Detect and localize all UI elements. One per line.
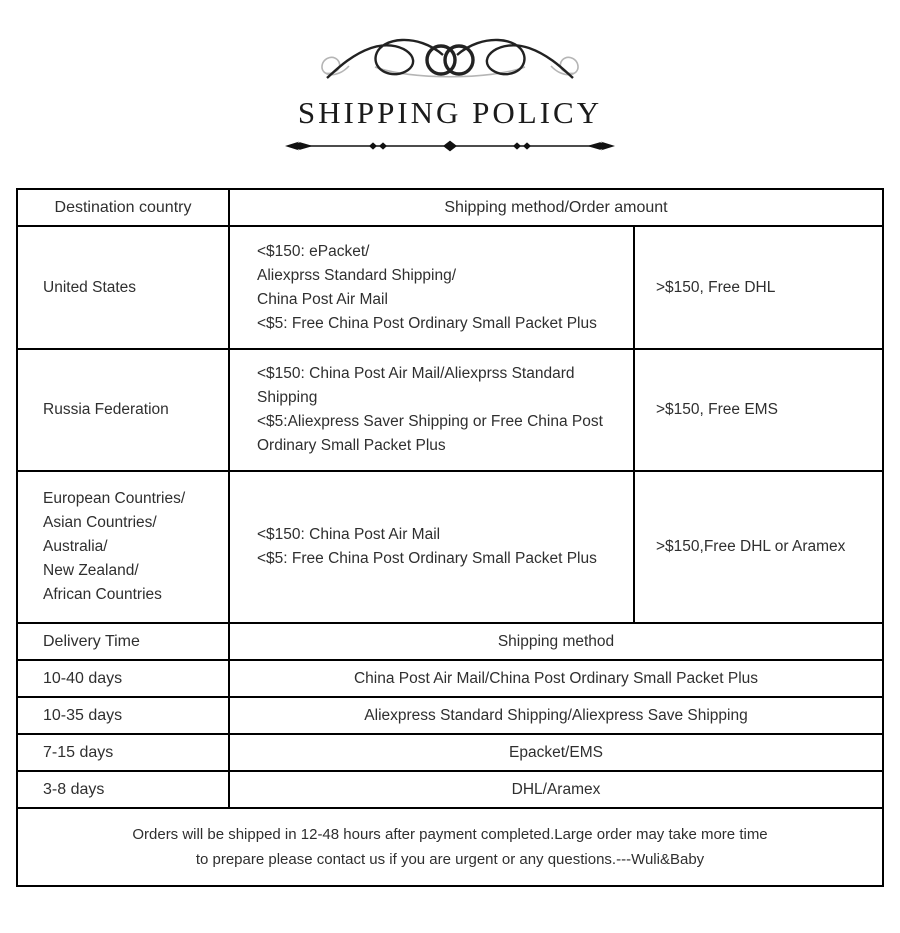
shipping-method-header: Shipping method — [229, 623, 883, 660]
amount-cell — [634, 471, 883, 623]
shipping-policy-table — [16, 188, 884, 887]
footer-note-line: Orders will be shipped in 12-48 hours after payment completed.Large order may take more time — [132, 826, 768, 843]
country-cell — [17, 226, 229, 349]
country-line: New Zealand/ — [43, 562, 139, 579]
delivery-time-cell: 10-40 days — [17, 660, 229, 697]
country-cell — [17, 471, 229, 623]
amount-cell — [634, 226, 883, 349]
amount-text: >$150, Free DHL — [656, 278, 776, 296]
table-row-european-and-other-countries — [17, 471, 883, 623]
table-row-united-states — [17, 226, 883, 349]
page-title: SHIPPING POLICY — [297, 95, 603, 130]
country-line: European Countries/ — [43, 490, 186, 507]
arrow-diamond-divider-icon — [285, 139, 615, 153]
method-line: <$5: Free China Post Ordinary Small Packet Plus — [257, 314, 597, 332]
destination-country-header: Destination country — [17, 189, 229, 226]
method-cell — [229, 471, 634, 623]
delivery-method-cell: Aliexpress Standard Shipping/Aliexpress Save Shipping — [229, 697, 883, 734]
method-line: Shipping — [257, 389, 318, 406]
calligraphic-flourish-icon — [315, 33, 585, 91]
delivery-time-cell: 7-15 days — [17, 734, 229, 771]
delivery-time-header: Delivery Time — [17, 623, 229, 660]
delivery-row — [17, 771, 883, 808]
method-line: China Post Air Mail — [257, 290, 388, 308]
page-header — [0, 0, 900, 153]
delivery-method-cell: DHL/Aramex — [229, 771, 883, 808]
table-header-row — [17, 189, 883, 226]
method-line: <$150: China Post Air Mail — [257, 526, 441, 543]
country-line: Australia/ — [43, 538, 108, 555]
method-cell — [229, 349, 634, 471]
method-line: <$150: China Post Air Mail/Aliexprss Standard — [257, 365, 575, 382]
shipping-method-order-amount-header: Shipping method/Order amount — [229, 189, 883, 226]
country-line: African Countries — [43, 586, 162, 603]
country-line: Asian Countries/ — [43, 514, 157, 531]
amount-text: >$150,Free DHL or Aramex — [656, 538, 846, 555]
country-line: United States — [43, 278, 137, 296]
method-line: Ordinary Small Packet Plus — [257, 437, 446, 454]
delivery-time-cell: 3-8 days — [17, 771, 229, 808]
delivery-row — [17, 660, 883, 697]
footer-note-cell — [17, 808, 883, 886]
footer-note-line: to prepare please contact us if you are urgent or any questions.---Wuli&Baby — [195, 851, 705, 868]
delivery-method-cell: China Post Air Mail/China Post Ordinary Small Packet Plus — [229, 660, 883, 697]
method-line: <$5:Aliexpress Saver Shipping or Free China Post — [257, 413, 603, 430]
table-row-russia-federation — [17, 349, 883, 471]
method-line: Aliexprss Standard Shipping/ — [257, 266, 457, 284]
method-line: <$5: Free China Post Ordinary Small Packet Plus — [257, 550, 597, 567]
delivery-header-row — [17, 623, 883, 660]
delivery-time-cell: 10-35 days — [17, 697, 229, 734]
amount-cell — [634, 349, 883, 471]
footer-note-row — [17, 808, 883, 886]
country-cell — [17, 349, 229, 471]
delivery-row — [17, 734, 883, 771]
country-line: Russia Federation — [43, 401, 169, 418]
amount-text: >$150, Free EMS — [656, 401, 778, 418]
method-cell — [229, 226, 634, 349]
method-line: <$150: ePacket/ — [257, 242, 370, 260]
delivery-method-cell: Epacket/EMS — [229, 734, 883, 771]
delivery-row — [17, 697, 883, 734]
